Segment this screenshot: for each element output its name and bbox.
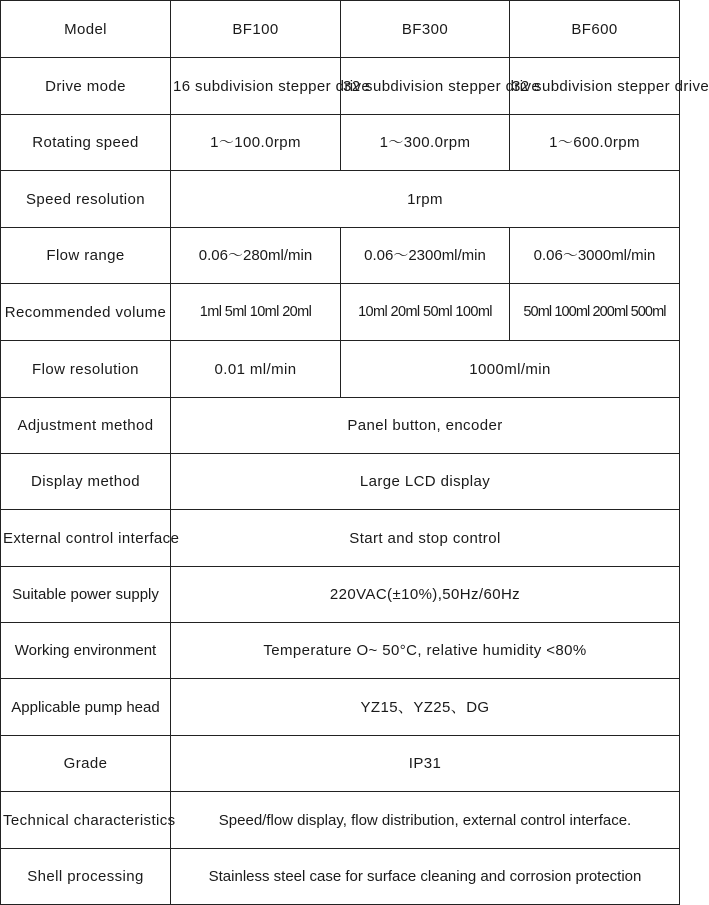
row-label-pump-head: Applicable pump head <box>1 679 171 736</box>
row-label-working-environment: Working environment <box>1 623 171 679</box>
row-label-drive-mode: Drive mode <box>1 58 171 115</box>
recommended-volume-bf100: 1ml 5ml 10ml 20ml <box>171 284 341 341</box>
model-bf600: BF600 <box>510 1 680 58</box>
adjustment-method-value: Panel button, encoder <box>171 398 680 454</box>
flow-range-bf600: 0.06～3000ml/min <box>510 228 680 284</box>
table-row-flow-resolution <box>1 341 680 398</box>
row-label-external-control: External control interface <box>1 510 171 567</box>
grade-value: IP31 <box>171 736 680 792</box>
drive-mode-bf100: 16 subdivision stepper drive <box>171 58 341 115</box>
table-row-model <box>1 1 680 58</box>
table-row-display-method <box>1 454 680 510</box>
rotating-speed-bf300: 1～300.0rpm <box>341 115 510 171</box>
table-row-shell-processing <box>1 849 680 905</box>
row-label-recommended-volume: Recommended volume <box>1 284 171 341</box>
row-label-adjustment-method: Adjustment method <box>1 398 171 454</box>
table-row-working-environment <box>1 623 680 679</box>
recommended-volume-bf600: 50ml 100ml 200ml 500ml <box>510 284 680 341</box>
row-label-speed-resolution: Speed resolution <box>1 171 171 228</box>
row-label-technical-characteristics: Technical characteristics <box>1 792 171 849</box>
row-label-display-method: Display method <box>1 454 171 510</box>
flow-range-bf300: 0.06～2300ml/min <box>341 228 510 284</box>
row-label-rotating-speed: Rotating speed <box>1 115 171 171</box>
speed-resolution-value: 1rpm <box>171 171 680 228</box>
technical-characteristics-value: Speed/flow display, flow distribution, external control interface. <box>171 792 680 849</box>
shell-processing-value: Stainless steel case for surface cleaning and corrosion protection <box>171 849 680 905</box>
model-bf300: BF300 <box>341 1 510 58</box>
table-row-power-supply <box>1 567 680 623</box>
table-row-external-control <box>1 510 680 567</box>
table-row-rotating-speed <box>1 115 680 171</box>
table-row-grade <box>1 736 680 792</box>
working-environment-value: Temperature O~ 50°C, relative humidity <80% <box>171 623 680 679</box>
flow-resolution-bf100: 0.01 ml/min <box>171 341 341 398</box>
rotating-speed-bf600: 1～600.0rpm <box>510 115 680 171</box>
rotating-speed-bf100: 1～100.0rpm <box>171 115 341 171</box>
drive-mode-bf600: 32 subdivision stepper drive <box>510 58 680 115</box>
table-row-technical-characteristics <box>1 792 680 849</box>
drive-mode-bf300: 32 subdivision stepper drive <box>341 58 510 115</box>
table-row-adjustment-method <box>1 398 680 454</box>
row-label-grade: Grade <box>1 736 171 792</box>
table-row-speed-resolution <box>1 171 680 228</box>
flow-range-bf100: 0.06～280ml/min <box>171 228 341 284</box>
row-label-model: Model <box>1 1 171 58</box>
table-row-recommended-volume <box>1 284 680 341</box>
row-label-flow-resolution: Flow resolution <box>1 341 171 398</box>
display-method-value: Large LCD display <box>171 454 680 510</box>
table-row-drive-mode <box>1 58 680 115</box>
power-supply-value: 220VAC(±10%),50Hz/60Hz <box>171 567 680 623</box>
model-bf100: BF100 <box>171 1 341 58</box>
row-label-power-supply: Suitable power supply <box>1 567 171 623</box>
table-row-pump-head <box>1 679 680 736</box>
row-label-flow-range: Flow range <box>1 228 171 284</box>
recommended-volume-bf300: 10ml 20ml 50ml 100ml <box>341 284 510 341</box>
table-row-flow-range <box>1 228 680 284</box>
external-control-value: Start and stop control <box>171 510 680 567</box>
pump-head-value: YZ15、YZ25、DG <box>171 679 680 736</box>
row-label-shell-processing: Shell processing <box>1 849 171 905</box>
flow-resolution-bf300-bf600: 1000ml/min <box>341 341 680 398</box>
